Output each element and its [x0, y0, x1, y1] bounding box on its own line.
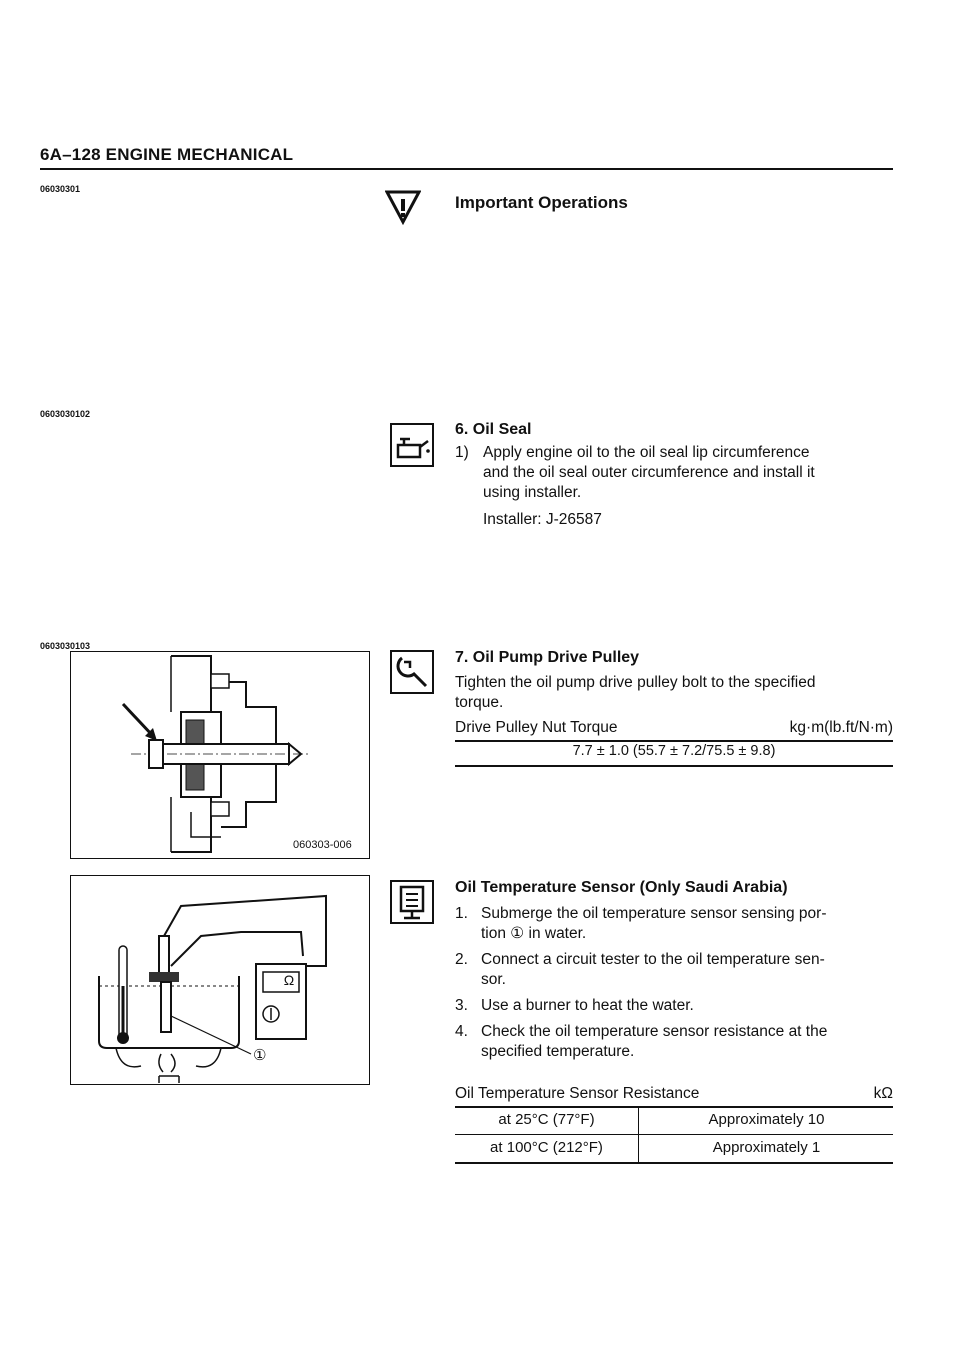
oil-seal-title: 6. Oil Seal [455, 421, 532, 438]
sensor-step [455, 950, 895, 990]
oil-seal-installer: Installer: J-26587 [483, 511, 602, 528]
sensor-step [455, 904, 895, 944]
resistance-value-cell: Approximately 10 [708, 1111, 825, 1128]
sensor-step-number: 3. [455, 997, 468, 1014]
sensor-step-line: sor. [481, 971, 506, 988]
wrench-icon [390, 650, 434, 694]
warning-triangle-icon [385, 189, 421, 225]
oil-seal-step-number: 1) [455, 444, 469, 461]
sensor-step [455, 1022, 895, 1062]
sensor-step-number: 2. [455, 951, 468, 968]
sensor-step-line: Connect a circuit tester to the oil temperature sen- [481, 951, 825, 968]
resistance-label: Oil Temperature Sensor Resistance [455, 1085, 700, 1102]
sensor-step-number: 4. [455, 1023, 468, 1040]
resistance-table-bottom-rule [455, 1162, 893, 1164]
pulley-instruction [455, 673, 895, 713]
torque-value: 7.7 ± 1.0 (55.7 ± 7.2/75.5 ± 9.8) [572, 743, 776, 759]
resistance-table-mid-rule [455, 1134, 893, 1135]
page-header-title: 6A–128 ENGINE MECHANICAL [40, 145, 294, 164]
sensor-test-diagram [71, 876, 368, 1083]
sensor-step-line: tion ① in water. [481, 925, 587, 942]
sensor-step-line: Check the oil temperature sensor resistance at the [481, 1023, 828, 1040]
section-code-1: 06030301 [40, 184, 81, 194]
sensor-step-line: Submerge the oil temperature sensor sensing por- [481, 905, 827, 922]
sensor-step-number: 1. [455, 905, 468, 922]
oil-seal-step-text [483, 443, 893, 503]
sensor-step [455, 996, 895, 1016]
sensor-title: Oil Temperature Sensor (Only Saudi Arabia) [455, 879, 788, 896]
resistance-temp-cell: at 25°C (77°F) [498, 1111, 595, 1128]
pulley-title: 7. Oil Pump Drive Pulley [455, 649, 640, 666]
ohm-symbol: Ω [283, 972, 295, 988]
section-code-2: 0603030102 [40, 409, 91, 419]
oil-can-icon [390, 423, 434, 467]
pulley-instruction-line: Tighten the oil pump drive pulley bolt to the specified [455, 674, 816, 691]
torque-unit: kg·m(lb.ft/N·m) [789, 719, 893, 736]
resistance-table-top-rule [455, 1106, 893, 1108]
sensor-step-line: specified temperature. [481, 1043, 635, 1060]
sensor-test-figure [70, 875, 370, 1085]
sensor-steps [455, 904, 895, 1062]
resistance-value-cell: Approximately 1 [712, 1139, 821, 1156]
oil-seal-step-line: Apply engine oil to the oil seal lip circumference [483, 444, 810, 461]
pulley-figure-code: 060303-006 [293, 839, 352, 851]
section-code-3: 0603030103 [40, 641, 91, 651]
oil-seal-step-line: using installer. [483, 484, 582, 501]
resistance-table-column-divider [638, 1107, 639, 1162]
header-rule [40, 168, 893, 170]
pulley-cross-section-diagram [71, 652, 368, 857]
torque-label: Drive Pulley Nut Torque [455, 719, 618, 736]
pulley-instruction-line: torque. [455, 694, 504, 711]
torque-table-bottom-rule [455, 765, 893, 767]
oil-seal-step-line: and the oil seal outer circumference and install it [483, 464, 815, 481]
important-operations-title: Important Operations [455, 193, 628, 212]
sensor-step-line: Use a burner to heat the water. [481, 997, 694, 1014]
inspection-icon [390, 880, 434, 924]
pulley-figure [70, 651, 370, 859]
sensor-callout-1: ① [253, 1047, 267, 1064]
resistance-unit: kΩ [873, 1085, 893, 1102]
resistance-temp-cell: at 100°C (212°F) [490, 1139, 603, 1156]
torque-table-top-rule [455, 740, 893, 742]
